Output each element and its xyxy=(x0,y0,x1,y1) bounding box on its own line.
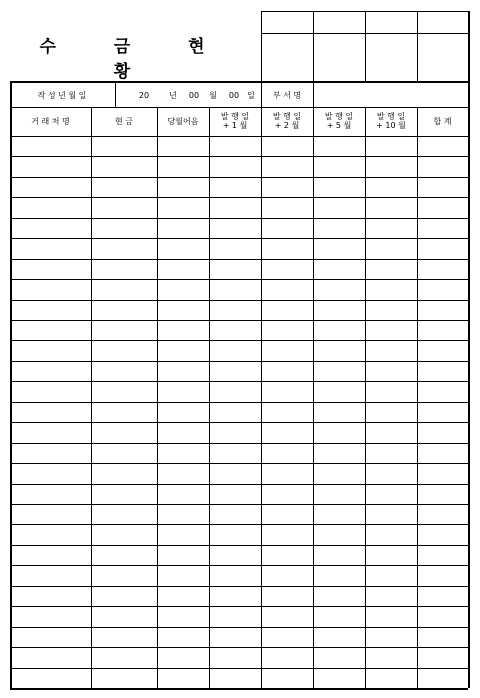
column-line xyxy=(365,107,366,688)
date-day-unit: 일 xyxy=(247,91,255,100)
table-row-line xyxy=(10,463,468,464)
info-row-divider xyxy=(313,81,314,107)
column-header xyxy=(157,117,209,126)
table-row-line xyxy=(10,443,468,444)
table-row-line xyxy=(10,177,468,178)
table-row-line xyxy=(10,197,468,198)
sheet-left-border xyxy=(10,81,12,688)
table-row-line xyxy=(10,422,468,423)
column-header xyxy=(10,117,91,126)
column-header xyxy=(313,112,365,130)
approval-box-column-line xyxy=(365,11,366,81)
column-header-line1: 발 행 일 xyxy=(272,112,302,121)
sheet-bottom-border xyxy=(10,688,468,690)
table-row-line xyxy=(10,238,468,239)
column-header xyxy=(91,117,157,126)
column-header xyxy=(261,112,313,130)
column-line xyxy=(261,107,262,688)
column-line xyxy=(417,107,418,688)
column-header xyxy=(417,117,468,126)
table-row-line xyxy=(10,320,468,321)
header-row-bottom-border xyxy=(10,136,468,137)
column-header-line1: 발 행 일 xyxy=(220,112,250,121)
table-row-line xyxy=(10,218,468,219)
column-header xyxy=(365,112,417,130)
table-row-line xyxy=(10,647,468,648)
column-header-line1: 현 금 xyxy=(115,117,133,126)
table-row-line xyxy=(10,586,468,587)
table-row-line xyxy=(10,565,468,566)
column-line xyxy=(209,107,210,688)
page-title: 수 금 현 황 xyxy=(39,37,231,82)
column-header-line2: + 5 월 xyxy=(326,121,352,130)
table-row-line xyxy=(10,340,468,341)
sheet-right-border xyxy=(468,11,470,688)
column-header-line2: + 1 월 xyxy=(222,121,248,130)
date-day-value: 00 xyxy=(228,91,240,100)
table-row-line xyxy=(10,627,468,628)
table-row-line xyxy=(10,279,468,280)
date-month-unit: 월 xyxy=(209,91,217,100)
column-header-line1: 발 행 일 xyxy=(376,112,406,121)
table-row-line xyxy=(10,381,468,382)
column-header-line2: + 2 월 xyxy=(274,121,300,130)
table-row-line xyxy=(10,361,468,362)
approval-box-column-line xyxy=(261,11,262,81)
date-month-value: 00 xyxy=(188,91,200,100)
column-header-line2: + 10 월 xyxy=(376,121,406,130)
table-row-line xyxy=(10,156,468,157)
table-row-line xyxy=(10,668,468,669)
column-header-line1: 거 래 처 명 xyxy=(31,117,70,126)
date-year-unit: 년 xyxy=(169,91,177,100)
info-row-divider xyxy=(115,81,116,107)
approval-box-column-line xyxy=(417,11,418,81)
approval-box-column-line xyxy=(313,11,314,81)
table-row-line xyxy=(10,606,468,607)
table-row-line xyxy=(10,524,468,525)
dept-label: 부 서 명 xyxy=(272,91,302,100)
column-line xyxy=(313,107,314,688)
table-row-line xyxy=(10,402,468,403)
table-row-line xyxy=(10,504,468,505)
date-year-value: 20 xyxy=(138,91,150,100)
table-row-line xyxy=(10,545,468,546)
column-header-line1: 발 행 일 xyxy=(324,112,354,121)
info-row-bottom-border xyxy=(10,107,468,108)
table-row-line xyxy=(10,300,468,301)
table-row-line xyxy=(10,259,468,260)
column-header xyxy=(209,112,261,130)
column-line xyxy=(91,107,92,688)
column-line xyxy=(157,107,158,688)
column-header-line1: 당월어음 xyxy=(167,117,199,126)
table-row-line xyxy=(10,484,468,485)
date-label: 작 성 년 월 일 xyxy=(37,91,87,100)
column-header-line1: 합 계 xyxy=(433,117,452,126)
